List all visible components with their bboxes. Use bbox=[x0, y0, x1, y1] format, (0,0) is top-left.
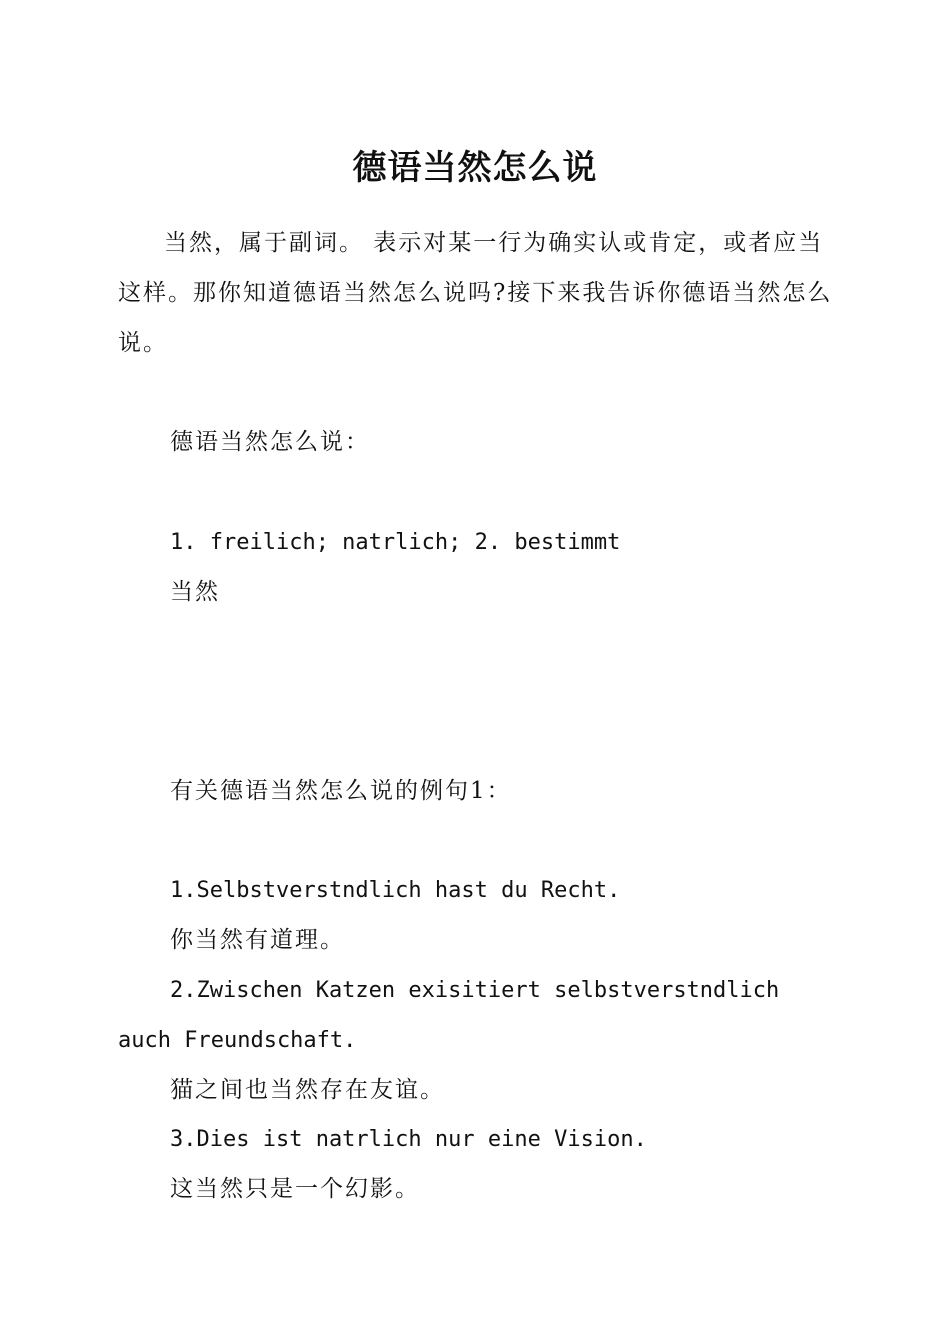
intro-paragraph: 当然，属于副词。 表示对某一行为确实认或肯定，或者应当这样。那你知道德语当然怎么说吗?接下来我告诉你德语当然怎么说。 bbox=[118, 230, 833, 356]
example-chinese-2: 猫之间也当然存在友谊。 bbox=[170, 1077, 445, 1103]
examples-heading: 有关德语当然怎么说的例句1： bbox=[170, 778, 512, 804]
example-german-3: 3.Dies ist natrlich nur eine Vision. bbox=[170, 1127, 647, 1152]
example-german-2: 2.Zwischen Katzen exisitiert selbstverstndlich auch Freundschaft. bbox=[118, 978, 780, 1053]
example-german-1: 1.Selbstverstndlich hast du Recht. bbox=[170, 878, 621, 903]
translation-word: 当然 bbox=[170, 579, 220, 605]
example-chinese-3: 这当然只是一个幻影。 bbox=[170, 1176, 420, 1202]
section-heading: 德语当然怎么说： bbox=[170, 429, 370, 455]
translation-line: 1. freilich; natrlich; 2. bestimmt bbox=[170, 530, 621, 555]
example-chinese-1: 你当然有道理。 bbox=[170, 927, 345, 953]
page-title: 德语当然怎么说 bbox=[352, 148, 598, 188]
